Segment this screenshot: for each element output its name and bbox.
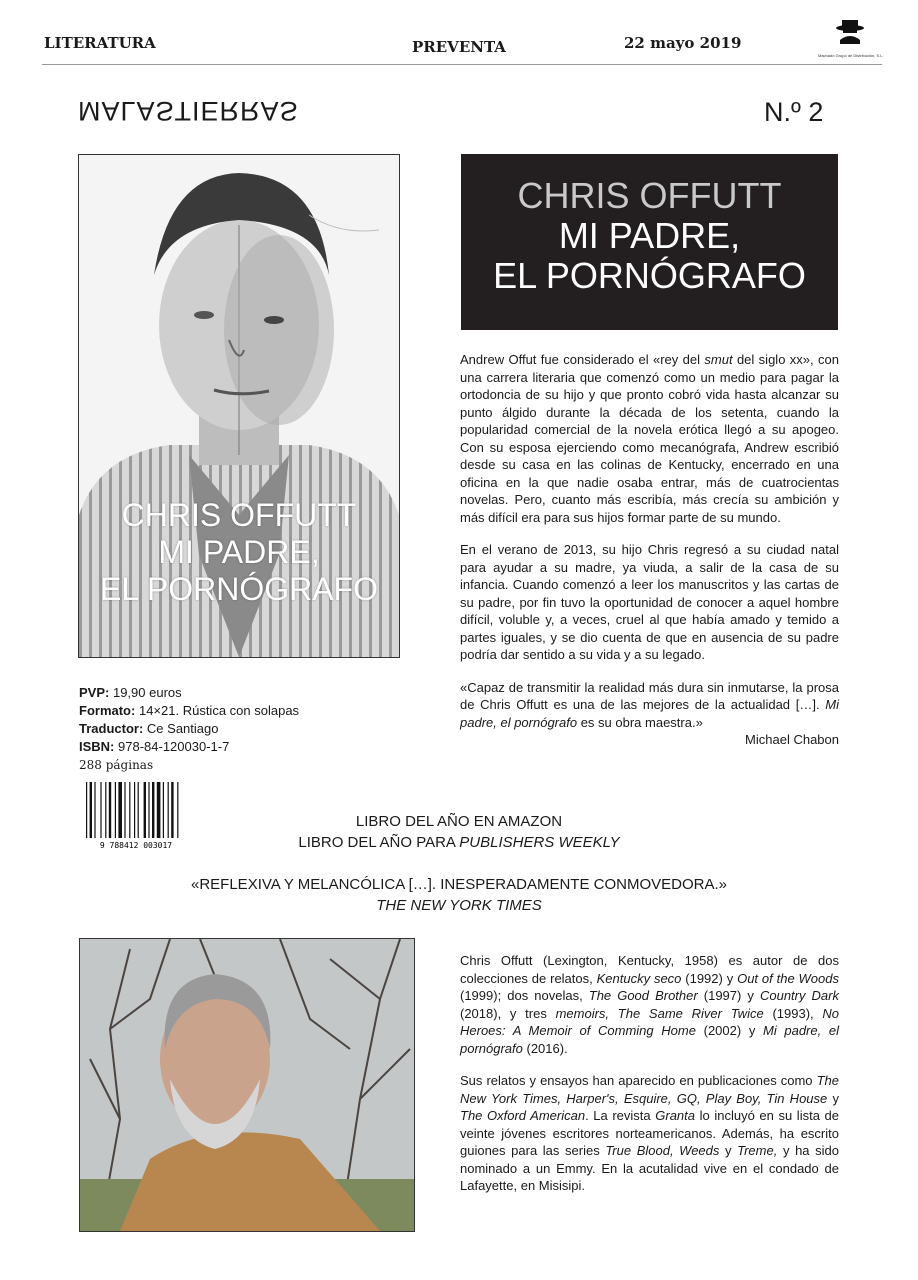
title-box	[461, 154, 838, 330]
book-specs	[79, 684, 299, 774]
review-quote: «REFLEXIVA Y MELANCÓLICA […]. INESPERADAMENTE CONMOVEDORA.»	[191, 876, 727, 893]
author-bio	[460, 952, 839, 1210]
author-portrait-image	[80, 939, 414, 1231]
synopsis-paragraph: En el verano de 2013, su hijo Chris regresó a su ciudad natal para ayudar a su madre, ya viuda, a salir de la casa de su infancia. Cuando comenzó a leer los manuscritos y las cartas de su padre, por fin tuvo la oportunidad de conocer a aquel hombre difícil, voluble y, a veces, cruel al que había amado y temido a partes iguales, y se dio cuenta de que en ausencia de su padre podría dar sentido a su vida y a su legado.	[460, 542, 839, 662]
title-line1: MI PADRE,	[558, 215, 741, 256]
imprint-name: MALASTIERRAS	[78, 96, 299, 126]
section-label: LITERATURA	[44, 34, 156, 52]
bio-paragraph: Chris Offutt (Lexington, Kentucky, 1958) es autor de dos colecciones de relatos, Kentucky seco (1992) y Out of the Woods (1999); dos novelas, The Good Brother (1997) y Country Dark (2018), y tres memoirs, The Same River Twice (1993), No Heroes: A Memoir of Comming Home (2002) y Mi padre, el pornógrafo (2016).	[460, 953, 840, 1056]
status-label: PREVENTA	[412, 38, 506, 56]
spec-traductor: Traductor: Ce Santiago	[79, 721, 219, 736]
award-line1: LIBRO DEL AÑO EN AMAZON	[355, 813, 563, 830]
spec-isbn: ISBN: 978-84-120030-1-7	[79, 739, 230, 754]
author-photo	[79, 938, 415, 1232]
critic-quote: «Capaz de transmitir la realidad más dura sin inmutarse, la prosa de Chris Offutt es una de las mejores de la actualidad […]. Mi padre, el pornógrafo es su obra maestra.»	[460, 679, 839, 730]
cover-author: CHRIS OFFUTT	[121, 497, 357, 533]
title-author: CHRIS OFFUTT	[517, 175, 782, 216]
title-line2: EL PORNÓGRAFO	[493, 255, 806, 296]
distributor-logo	[818, 18, 882, 58]
barcode-digits: 9 788412 003017	[99, 841, 173, 850]
spec-pvp: PVP: 19,90 euros	[79, 685, 182, 700]
spec-formato: Formato: 14×21. Rústica con solapas	[79, 703, 300, 718]
award-line2: LIBRO DEL AÑO PARA PUBLISHERS WEEKLY	[298, 834, 620, 851]
review-source: THE NEW YORK TIMES	[376, 897, 542, 914]
book-cover	[78, 154, 400, 658]
release-date: 22 mayo 2019	[624, 34, 742, 52]
bio-paragraph: Sus relatos y ensayos han aparecido en publicaciones como The New York Times, Harper's, Esquire, GQ, Play Boy, Tin House y The Oxford American. La revista Granta lo incluyó en su lista de veinte jóvenes escritores norteamericanos. Además, ha escrito guiones para las series True Blood, Weeds y Treme, y ha sido nominado a un Emmy. En la acutalidad vive en el condado de Lafayette, en Misisipi.	[460, 1073, 839, 1193]
hat-man-icon	[830, 18, 870, 48]
synopsis	[460, 351, 839, 749]
synopsis-paragraph: Andrew Offut fue considerado el «rey del smut del siglo xx», con una carrera literaria que comenzó como un medio para pagar la ortodoncia de su hijo y que pronto cobró vida hasta alcanzar su punto álgido durante la década de los setenta, cuando la popularidad comercial de la novela erótica llegó a su apogeo. Con su esposa ejerciendo como mecanógrafa, Andrew escribió desde su casa en las colinas de Kentucky, encerrado en una oficina en la que nadie osaba entrar, más de cuatrocientas novelas. Pero, cuanto más escribía, más crecía su ambición y más difícil era para sus hijos formar parte de su mundo.	[460, 352, 839, 525]
issue-number: N.º 2	[764, 97, 824, 127]
logo-text: Machado Grupo de Distribución, S.L.	[818, 53, 884, 58]
cover-title-line2: EL PORNÓGRAFO	[100, 571, 378, 607]
quote-author: Michael Chabon	[745, 732, 839, 747]
awards	[0, 811, 918, 853]
press-review	[0, 874, 918, 916]
cover-title-line1: MI PADRE,	[158, 534, 320, 570]
spec-pages: 288 páginas	[79, 758, 154, 772]
header-divider	[42, 64, 882, 65]
